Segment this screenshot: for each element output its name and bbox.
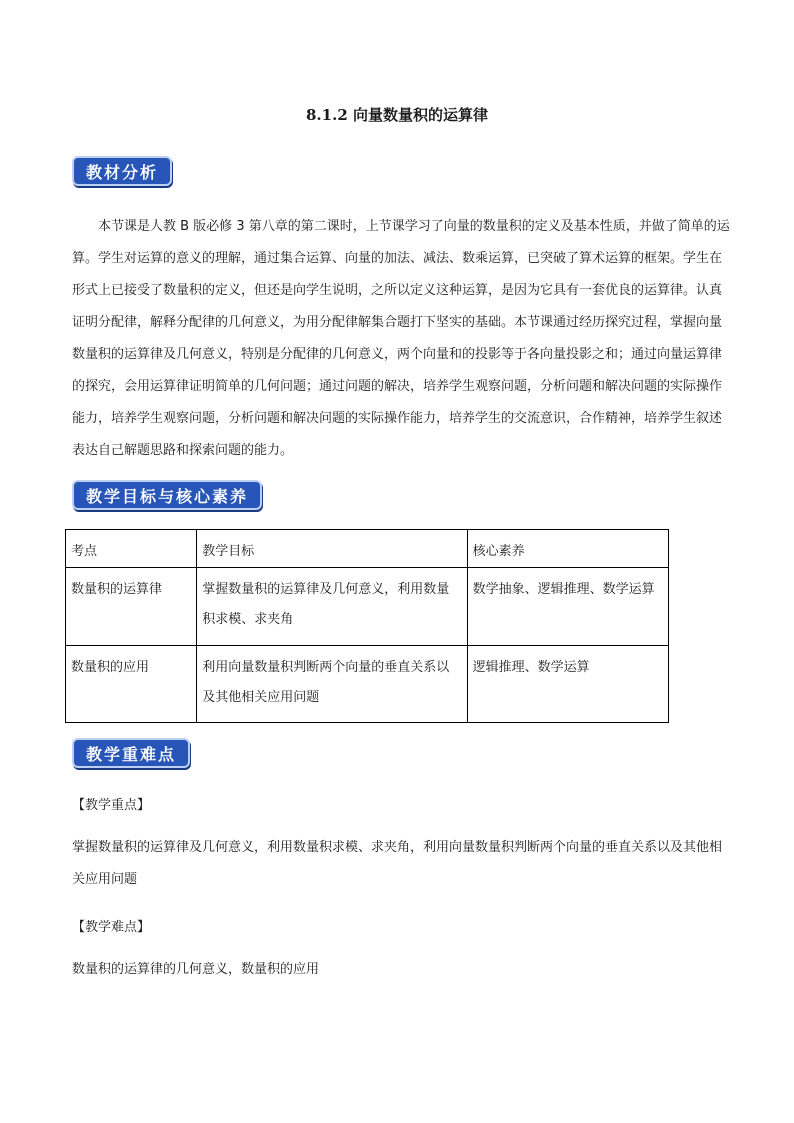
table-header-row <box>66 530 669 568</box>
table-header-cell: 考点 <box>66 530 197 568</box>
intro-text: 本节课是人教 B 版必修 3 第八章的第二课时，上节课学习了向量的数量积的定义及基本性质，并做了简单的运算。学生对运算的意义的理解，通过集合运算、向量的加法、减法、数乘运算，已突破了算术运算的框架。学生在形式上已接受了数量积的定义，但还是向学生说明，之所以定义这种运算，是因为它具有一套优良的运算律。认真证明分配律，解释分配律的几何意义，为用分配律解集合题打下坚实的基础。本节课通过经历探究过程，掌握向量数量积的运算律及几何意义，特别是分配律的几何意义，两个向量和的投影等于各向量投影之和；通过向量运算律的探究，会用运算律证明简单的几何问题；通过问题的解决，培养学生观察问题，分析问题和解决问题的实际操作能力，培养学生观察问题，分析问题和解决问题的实际操作能力，培养学生的交流意识，合作精神，培养学生叙述表达自己解题思路和探索问题的能力。 <box>72 219 730 458</box>
difficulties-text: 数量积的运算律的几何意义，数量积的应用 <box>72 962 320 977</box>
table-cell: 利用向量数量积判断两个向量的垂直关系以及其他相关应用问题 <box>197 646 467 723</box>
table-row <box>66 646 669 723</box>
difficulties-heading: 【教学难点】 <box>72 920 151 935</box>
table-cell: 掌握数量积的运算律及几何意义，利用数量积求模、求夹角 <box>197 568 467 646</box>
key-points-heading: 【教学重点】 <box>72 798 151 813</box>
table-cell: 数量积的应用 <box>66 646 197 723</box>
table-cell: 逻辑推理、数学运算 <box>467 646 668 723</box>
table-cell: 数学抽象、逻辑推理、数学运算 <box>467 568 668 646</box>
intro-paragraph <box>72 211 732 467</box>
section-badge-key-difficult: 教学重难点 <box>72 738 190 768</box>
key-points-text: 掌握数量积的运算律及几何意义，利用数量积求模、求夹角，利用向量数量积判断两个向量的垂直关系以及其他相关应用问题 <box>72 840 723 887</box>
table-header-cell: 教学目标 <box>197 530 467 568</box>
table-cell: 数量积的运算律 <box>66 568 197 646</box>
goals-table <box>65 529 669 723</box>
section-badge-goals: 教学目标与核心素养 <box>72 480 262 510</box>
section-badge-analysis: 教材分析 <box>72 156 172 186</box>
table-header-cell: 核心素养 <box>467 530 668 568</box>
page-title: 8.1.2 向量数量积的运算律 <box>306 106 488 124</box>
table-row <box>66 568 669 646</box>
